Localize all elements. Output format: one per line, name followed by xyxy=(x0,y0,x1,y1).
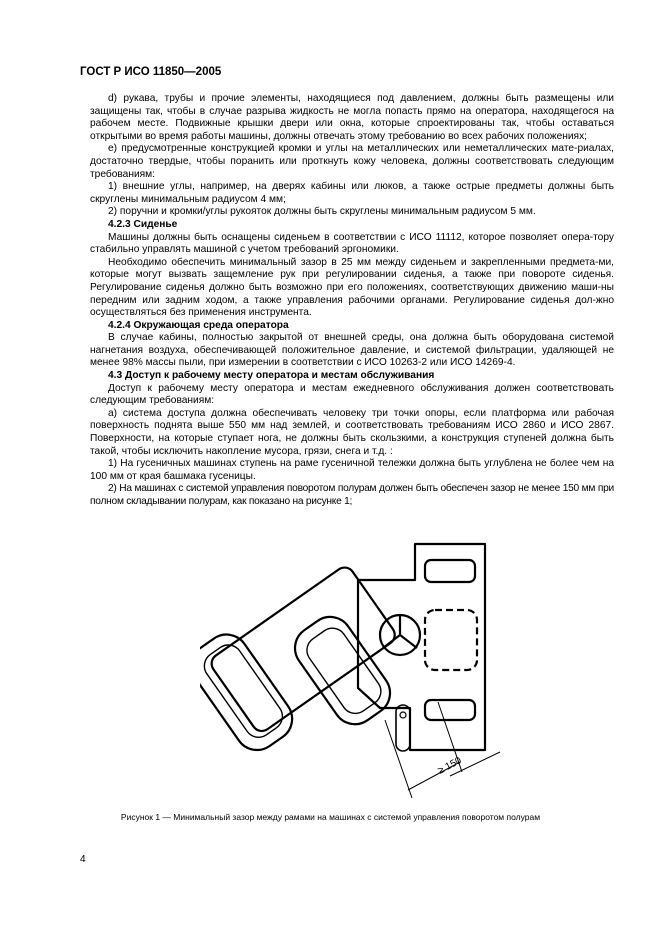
paragraph-access-a-1: 1) На гусеничных машинах ступень на раме гусеничной тележки должна быть углублена не более чем на 100 мм от края башмака гусеницы. xyxy=(90,458,614,482)
figure-caption: Рисунок 1 — Минимальный зазор между рамами на машинах с системой управления поворотом полурам xyxy=(120,812,541,822)
paragraph-access-a-2: 2) На машинах с системой управления поворотом полурам должен быть обеспечен зазор не менее 150 мм при полном складывании полурам, как показано на рисунке 1; xyxy=(90,483,614,507)
paragraph-seat-2: Необходимо обеспечить минимальный зазор в 25 мм между сиденьем и закрепленными предмета-ми, которые могут вызвать защемление рук при регулировании сиденья, а также при повороте сиденья. Регулирование сиденья должно быть возможно при его положениях, соответствующих движению маши-ны передним или задним ходом, а также управления рабочими органами. Регулирование сиденья дол-жно осуществляться без применения инструмента. xyxy=(90,256,614,319)
paragraph-e: e) предусмотренные конструкцией кромки и углы на металлических или неметаллических мате-риалах, достаточно твердые, чтобы поранить или проткнуть кожу человека, должны соответствовать следующим требованиям: xyxy=(90,143,614,180)
section-heading-4-3: 4.3 Доступ к рабочему месту оператора и местам обслуживания xyxy=(108,370,435,382)
dimension-extension-line-1 xyxy=(385,720,412,798)
rear-frame-window-mid xyxy=(425,610,477,670)
dimension-label: ≥ 150 xyxy=(436,755,464,777)
rear-frame-window-bottom xyxy=(425,700,475,720)
paragraph-access-a: a) система доступа должна обеспечивать человеку три точки опоры, если платформа или рабочая поверхность поднята выше 550 мм над землей, и соответствовать требованиям ИСО 2860 и ИСО 2867. Поверхности, на которые ступает нога, не должны быть скользкими, а конструкция ступеней должна быть такой, чтобы исключить накопление мусора, грязи, снега и т.д. : xyxy=(90,407,614,457)
page-number: 4 xyxy=(80,854,86,865)
section-heading-4-2-3: 4.2.3 Сиденье xyxy=(108,218,178,230)
front-frame-hood xyxy=(200,626,301,759)
rear-frame-window-top xyxy=(425,560,475,582)
section-heading-4-2-4: 4.2.4 Окружающая среда оператора xyxy=(108,319,289,331)
front-frame-body xyxy=(208,564,399,735)
articulated-frames-diagram xyxy=(200,540,510,810)
paragraph-environment: В случае кабины, полностью закрытой от внешней среды, она должна быть оборудована системой нагнетания воздуха, обеспечивающей положительное давление, и системой фильтрации, удаляющей не менее 98% массы пыли, при измерении в соответствии с ИСО 10263-2 или ИСО 14269-4. xyxy=(90,332,614,369)
paragraph-access-intro: Доступ к рабочему месту оператора и местам ежедневного обслуживания должен соответствовать следующим требованиям: xyxy=(90,382,614,407)
paragraph-e-2: 2) поручни и кромки/углы рукояток должны быть скруглены минимальным радиусом 5 мм. xyxy=(108,206,536,218)
document-header: ГОСТ Р ИСО 11850—2005 xyxy=(80,66,222,78)
figure-1-drawing xyxy=(200,540,510,810)
body-text xyxy=(90,93,614,509)
paragraph-e-1: 1) внешние углы, например, на дверях кабины или люков, а также острые предметы должны быть скруглены минимальным радиусом 4 мм; xyxy=(90,181,614,205)
paragraph-d: d) рукава, трубы и прочие элементы, находящиеся под давлением, должны быть размещены или защищены так, чтобы в случае разрыва жидкость не могла попасть прямо на оператора, находящегося на рабочем месте. Подвижные крышки двери или окна, которые спроектированы так, чтобы оставаться открытыми во время работы машины, должны отвечать этому требованию во всех рабочих положениях; xyxy=(90,93,614,142)
paragraph-seat-1: Машины должны быть оснащены сиденьем в соответствии с ИСО 11112, которое позволяет опера-тору стабильно управлять машиной с учетом требований эргономики. xyxy=(90,231,614,256)
